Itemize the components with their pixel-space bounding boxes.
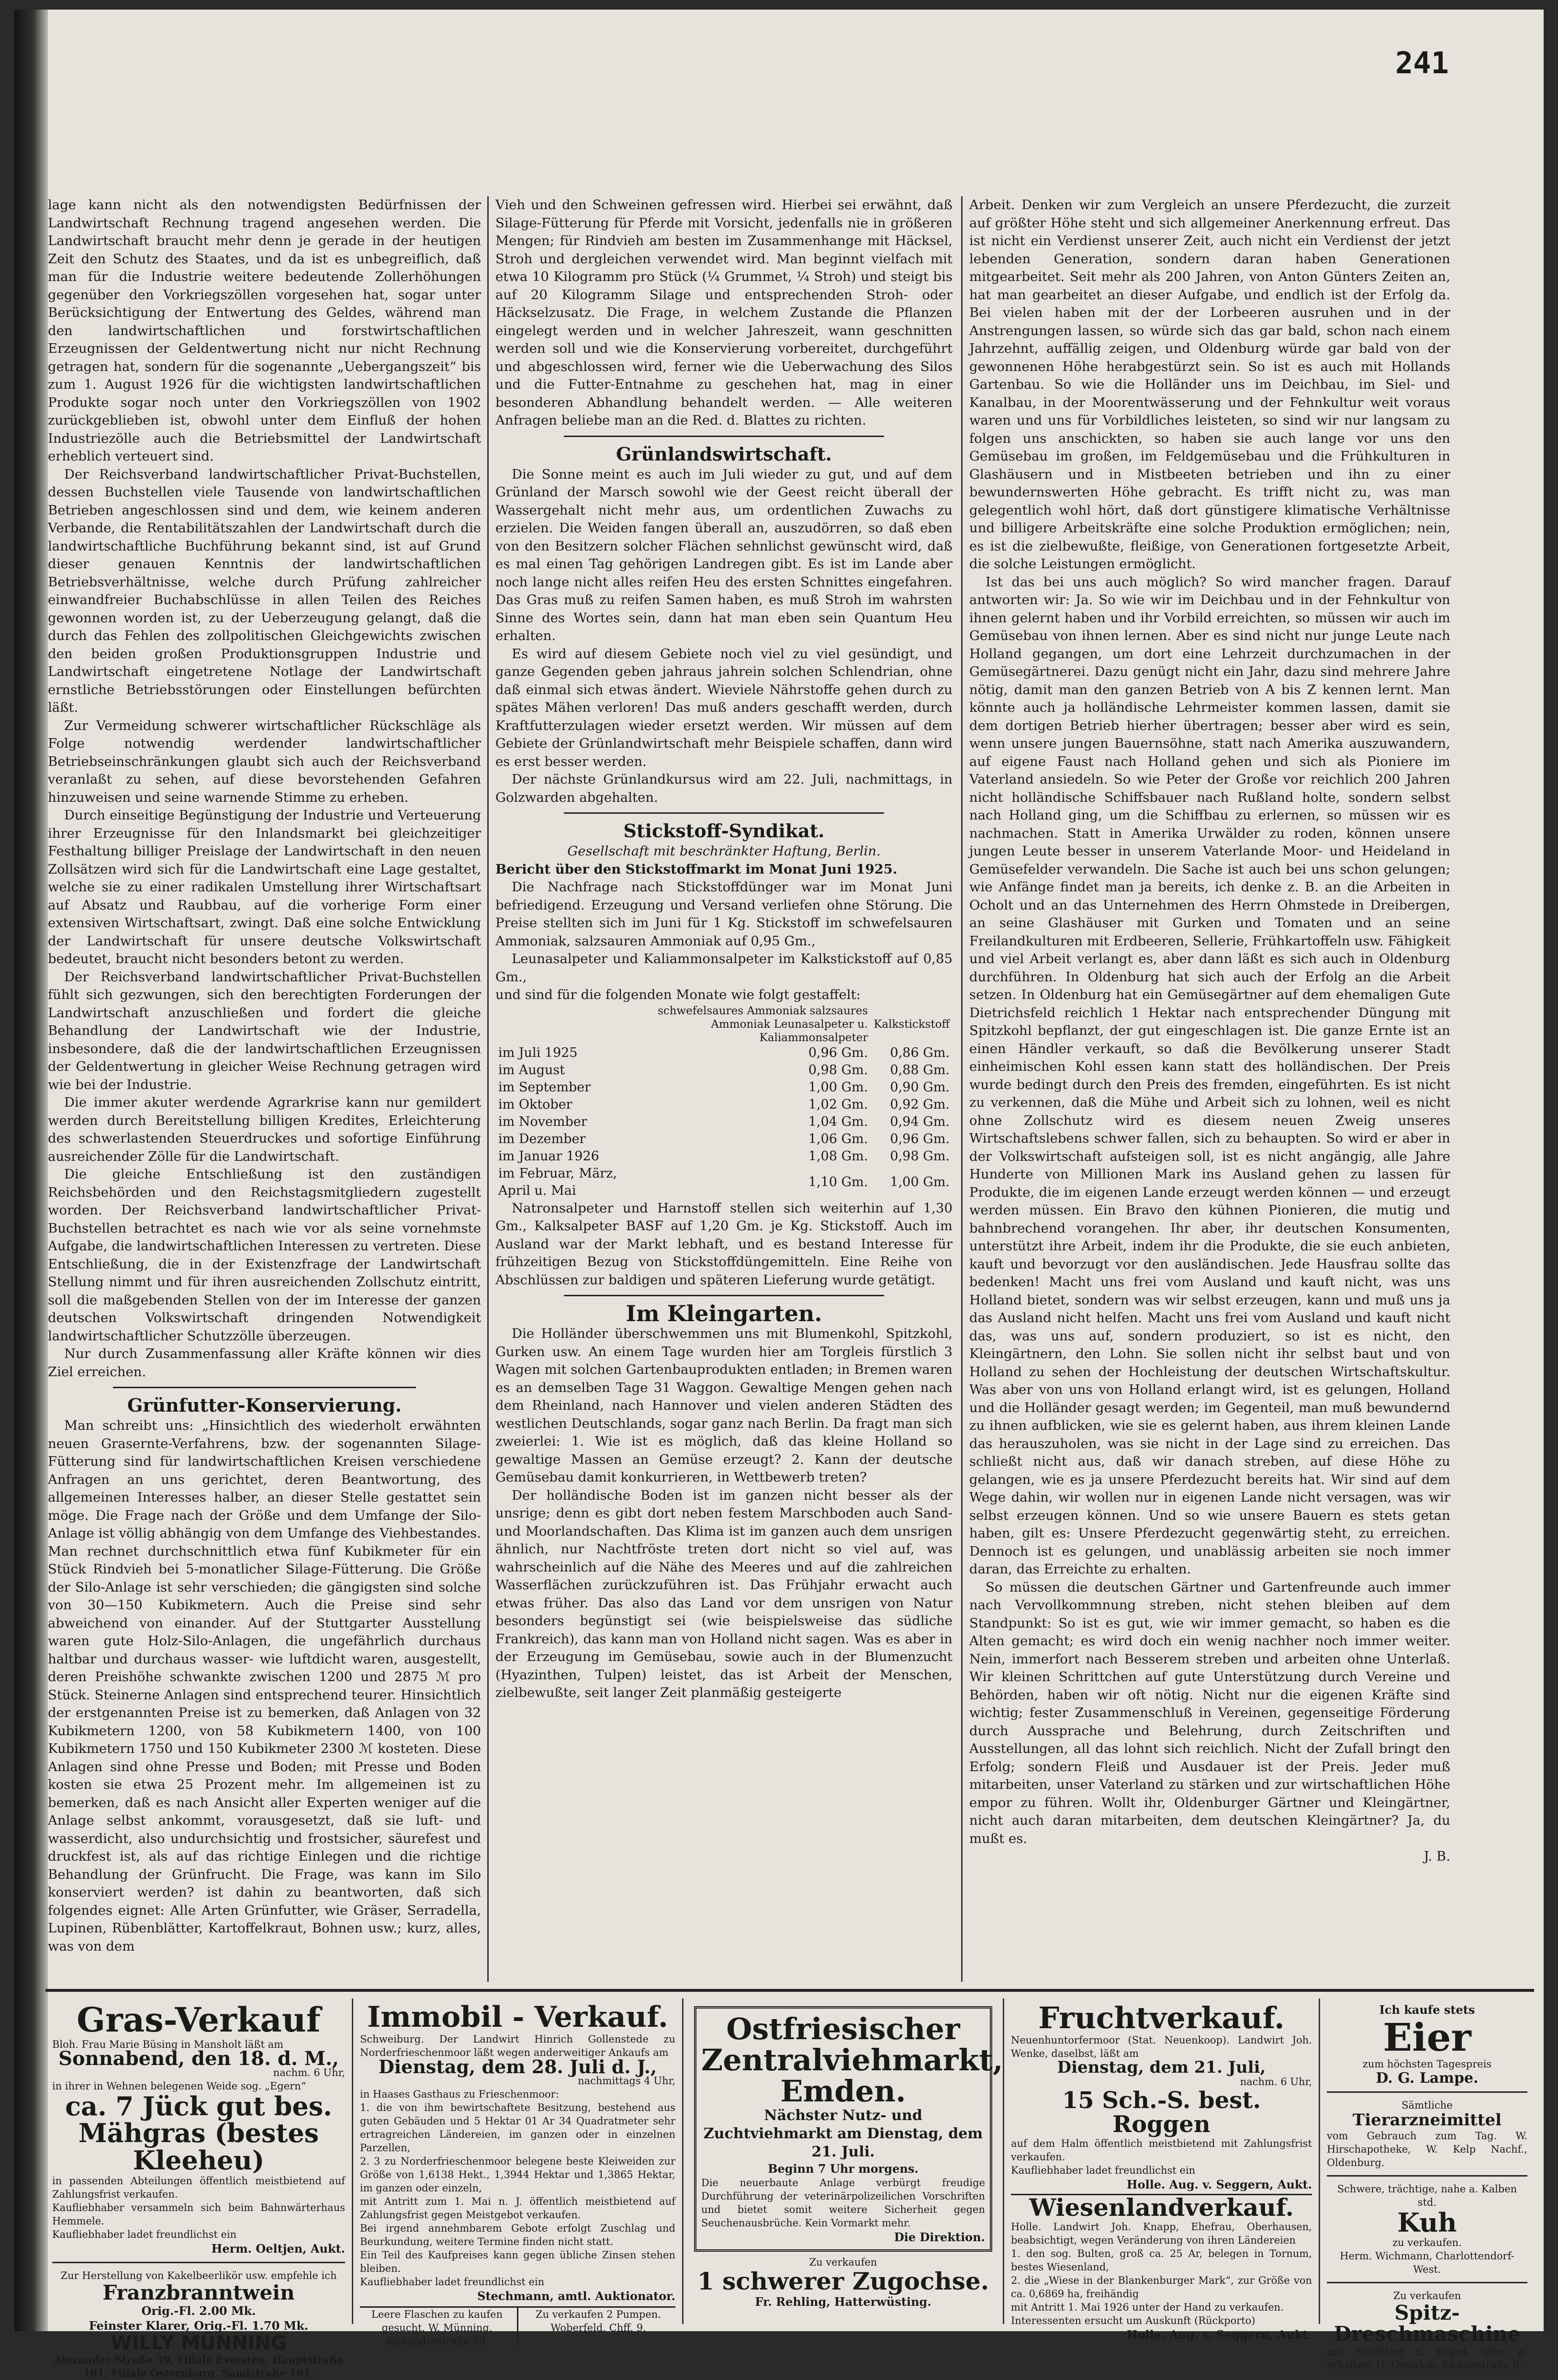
ad-rule — [1327, 2282, 1527, 2283]
table-cell: 1,08 Gm. — [808, 1148, 868, 1164]
ad-small-text: Leere Flaschen zu kaufen gesucht. W. Münning, Alexanderstraße 39. — [360, 2308, 518, 2348]
section-heading: Grünlandswirtschaft. — [616, 443, 832, 465]
ad-text: Orig.-Fl. 2.00 Mk. — [141, 2303, 256, 2318]
ad-highlight: Kuh — [1397, 2207, 1457, 2238]
table-cell: 1,00 Gm. — [890, 1174, 950, 1190]
paragraph: Der Reichsverband landwirtschaftlicher Privat-Buchstellen, dessen Buchstellen viele Tausende von landwirtschaftlichen Betrieben angeschlossen sind und dem, wie keinem anderen Verbande, die Rentabilitätszahlen der Landwirtschaft durch die landwirtschaftliche Buchführung bekannt sind, ist auf Grund dieser genauen Kenntnis der landwirtschaftlichen Betriebsverhältnisse, welche durch Prüfung zahlreicher einwandfreier Buchabschlüsse in allen Teilen des Reiches gewonnen worden ist, zu der Ueberzeugung gelangt, daß die durch das Fehlen des zollpolitischen Gleichgewichts zwischen den beiden großen Produktionsgruppen Industrie und Landwirtschaft eingetretene Notlage der Landwirtschaft ernstliche Betriebsstörungen oder Einstellungen befürchten läßt. — [48, 466, 481, 715]
table-cell: 1,06 Gm. — [808, 1131, 868, 1146]
ad-text: Herm. Wichmann, Charlottendorf-West. — [1340, 2250, 1514, 2276]
table-cell: 0,98 Gm. — [808, 1062, 868, 1078]
ad-text: Bei irgend annehmbarem Gebote erfolgt Zuschlag und Beurkundung, weitere Termine finden nicht statt. — [360, 2223, 675, 2247]
table-cell: 0,96 Gm. — [890, 1131, 950, 1146]
ad-rule — [52, 2262, 345, 2263]
ad-text: Kaufliebhaber ladet freundlichst ein — [52, 2228, 237, 2240]
subheading: Gesellschaft mit beschränkter Haftung, Berlin. — [567, 843, 881, 859]
ad-text: Kaufliebhaber ladet freundlichst ein — [360, 2276, 545, 2288]
ad-text: Sämtliche — [1401, 2099, 1453, 2111]
ad-text: Bloh. Frau Marie Büsing in Mansholt läßt am — [52, 2038, 284, 2050]
ad-list-item: 1. die von ihm bewirtschaftete Besitzung, bestehend aus guten Gebäuden und 5 Hektar 01 Ar 34 Quadratmeter sehr ertragreichen Ländereien, im ganzen oder in einzelnen Parzellen, — [360, 2102, 675, 2154]
paragraph: Zur Vermeidung schwerer wirtschaftlicher Rückschläge als Folge notwendig werdender landwirtschaftlicher Betriebseinschränkungen glaubt sich auch der Reichsverband veranlaßt zu sehen, auf diese bevorstehenden Gefahren hinzuweisen und seine warnende Stimme zu erheben. — [48, 718, 481, 805]
section-heading: Im Kleingarten. — [626, 1301, 822, 1326]
paragraph: Die Holländer überschwemmen uns mit Blumenkohl, Spitzkohl, Gurken usw. An einem Tage wurden hier am Torgleis fürstlich 3 Wagen mit solchen Gartenbauprodukten entladen; in Bremen waren es an demselben Tage 31 Waggon. Gewaltige Mengen gehen nach dem Rheinland, nach Hannover und vielen anderen Städten des westlichen Deutschlands, sogar ganz nach Berlin. Da fragt man sich zweierlei: 1. Wie ist es möglich, daß das kleine Holland so gewaltige Massen an Gemüse erzeugt? 2. Kann der deutsche Gemüsebau damit konkurrieren, in Wettbewerb treten? — [495, 1326, 953, 1485]
ad-gras-verkauf — [45, 1998, 352, 2379]
ad-column-small — [1319, 1998, 1534, 2371]
paragraph: Die Nachfrage nach Stickstoffdünger war im Monat Juni befriedigend. Erzeugung und Versand verliefen ohne Störung. Die Preise stellten sich im Juni für 1 Kg. Stickstoff im schwefelsauren Ammoniak, salzsauren Ammoniak auf 0,95 Gm., — [495, 879, 953, 949]
section-rule — [113, 1387, 416, 1388]
section-heading: Grünfutter-Konservierung. — [127, 1394, 402, 1416]
table-row — [495, 1113, 953, 1131]
table-header-cell: schwefelsaures Ammoniak salzsaures Ammoniak Leunasalpeter u. Kaliammonsalpeter — [658, 1004, 868, 1044]
table-cell: 1,10 Gm. — [808, 1174, 868, 1190]
paragraph: und sind für die folgenden Monate wie folgt gestaffelt: — [495, 987, 861, 1002]
ad-highlight: Tierarzneimittel — [1352, 2111, 1502, 2130]
ad-highlight: ca. 7 Jück gut bes. Mähgras (bestes Kleeheu) — [65, 2090, 332, 2176]
ad-title: Wiesenlandverkauf. — [1011, 2194, 1312, 2221]
ad-text: Ich kaufe stets — [1379, 2003, 1475, 2017]
ad-time: Beginn 7 Uhr morgens. — [768, 2162, 919, 2176]
table-cell: 0,92 Gm. — [890, 1097, 950, 1112]
paragraph: Es wird auf diesem Gebiete noch viel zu viel gesündigt, und ganze Gegenden geben jahraus jahrein solchen Schlendrian, ohne daß einmal sich etwas ändert. Wieviele Nährstoffe gehen durch zu spätes Mähen verloren! Das muß anders geschafft werden, durch Kraftfutterzulagen wieder ersetzt werden. Wir müssen auf dem Gebiete der Grünlandwirtschaft mehr Beispiele schaffen, dann wird es erst besser werden. — [495, 646, 953, 769]
paragraph: Der holländische Boden ist im ganzen nicht besser als der unsrige; denn es gibt dort neben festem Marschboden auch Sand- und Moorlandschaften. Das Klima ist im ganzen auch dem unsrigen ähnlich, nur Nachtfröste treten dort nicht so viel auf, was wahrscheinlich auf die Nähe des Meeres und auf die zahlreichen Wasserflächen zurückzuführen ist. Das Frühjahr erwacht auch etwas früher. Das also das Land vor dem unsrigen von Natur besonders begünstigt sei (wie beispielsweise das südliche Frankreich), das kann man von Holland nicht sagen. Was es aber in der Erzeugung im Gemüsebau, sowie auch in der Blumenzucht (Hyazinthen, Tulpen) leistet, das ist Arbeit der Menschen, zielbewußte, seit langer Zeit planmäßig gesteigerte — [495, 1487, 953, 1700]
ad-text: auf dem Halm öffentlich meistbietend mit Zahlungsfrist verkaufen. — [1011, 2137, 1312, 2163]
ad-small-row — [360, 2306, 675, 2348]
table-row — [495, 1148, 953, 1165]
ad-highlight: 15 Sch.-S. best. Roggen — [1062, 2087, 1261, 2138]
paragraph: Die immer akuter werdende Agrarkrise kann nur gemildert werden durch Bereitstellung billigen Kredites, Erleichterung des schwerlastenden Steuerdruckes und sofortige Einführung ausreichender Zölle für die Landwirtschaft. — [48, 1095, 481, 1164]
ad-text: Schweiburg. Der Landwirt Hinrich Gollenstede zu Norderfrieschenmoor läßt wegen anderweitiger Ankaufs am — [360, 2033, 675, 2058]
ad-list-item: 2. 3 zu Norderfrieschenmoor belegene beste Kleiweiden zur Größe von 1,6138 Hekt., 1,3944 Hektar und 1,3865 Hektar, im ganzen oder einzeln, — [360, 2155, 675, 2194]
ad-highlight: 1 schwerer Zugochse. — [697, 2267, 989, 2296]
table-cell: im Januar 1926 — [498, 1148, 599, 1164]
section-rule — [564, 812, 884, 814]
table-cell: 0,88 Gm. — [890, 1062, 950, 1078]
ad-text: Die neuerbaute Anlage verbürgt freudige Durchführung der veterinärpolizeilichen Vorschriften und bietet somit weitere Sicherheit gegen Seuchenausbrüche. Kein Vormarkt mehr. — [701, 2177, 985, 2229]
ad-signature: Stechmann, amtl. Auktionator. — [477, 2289, 675, 2303]
table-cell: 0,98 Gm. — [890, 1148, 950, 1164]
ad-text: in Haases Gasthaus zu Frieschenmoor: — [360, 2088, 559, 2100]
ad-signature: Die Direktion. — [894, 2230, 985, 2245]
paragraph: So müssen die deutschen Gärtner und Gartenfreunde auch immer nach Vervollkommnung streben, nicht stehen bleiben auf dem Standpunkt: So ist es gut, wie wir immer gemacht, so haben es die Alten gemacht; es wird doch ein wenig nachher noch immer weiter. Nein, immerfort nach Besserem streben und arbeiten ohne Unterlaß. Wir kleinen Schrittchen auf gute Unterstützung durch Vereine und Behörden, haben wir oft nötig. Nicht nur die eigenen Kräfte sind wichtig; fester Zusammenschluß in Vereinen, gegenseitige Förderung durch Aussprache und Belehrung, durch Zeitschriften und Ausstellungen, all das lohnt sich reichlich. Nicht der Zufall bringt den Erfolg; sondern Fleiß und Ausdauer ist der Preis. Jeder muß mitarbeiten, unser Vaterland zu stärken und zur wirtschaftlichen Höhe empor zu führen. Wollt ihr, Oldenburger Gärtner und Kleingärtner, nicht auch daran mitarbeiten, dem deutschen Kleingärtner? Ja, du mußt es. — [969, 1579, 1450, 1846]
ad-text: Ein Teil des Kaufpreises kann gegen übliche Zinsen stehen bleiben. — [360, 2249, 675, 2274]
ad-rule — [1327, 2091, 1527, 2093]
ad-text: Zur Herstellung von Kakelbeerlikör usw. empfehle ich — [60, 2269, 337, 2281]
scan-edge — [14, 10, 48, 2331]
ad-time: nachm. 6 Uhr, — [273, 2066, 345, 2078]
table-row — [495, 1096, 953, 1113]
table-header-cell: Kalkstickstoff — [874, 1018, 950, 1031]
ad-address: Alexander-Straße 39, Filiale Eversten, Hauptstraße 101, Filiale Osternburg, Sandstraße 101. — [54, 2353, 343, 2379]
ad-text: mit Antritt 1. Mai 1926 unter der Hand zu verkaufen. — [1011, 2301, 1284, 2313]
ad-title: Ostfriesischer Zentralviehmarkt, Emden. — [701, 2011, 1003, 2109]
table-cell: im Februar, März, April u. Mai — [498, 1166, 617, 1198]
advertisement-section — [45, 1991, 1534, 2379]
nitrogen-price-table — [495, 1004, 953, 1200]
table-header-cell — [495, 1004, 620, 1044]
ad-time: nachm. 6 Uhr, — [1240, 2076, 1312, 2088]
section-rule — [564, 1295, 884, 1296]
author-signature: J. B. — [1423, 1849, 1450, 1864]
table-header-row — [495, 1004, 953, 1044]
ad-text: Kaufliebhaber ladet freundlichst ein — [1011, 2164, 1196, 2176]
ad-small-text: Zu verkaufen 2 Pumpen. Woberfeld, Chff. 9. — [536, 2309, 661, 2334]
ad-date: Dienstag, dem 21. Juli, — [1057, 2058, 1266, 2077]
ad-text: vom Gebrauch zum Tag. W. Hirschapotheke, W. Kelp Nachf., Oldenburg. — [1327, 2130, 1527, 2168]
ad-title: Immobil - Verkauf. — [367, 2000, 668, 2034]
paragraph: Ist das bei uns auch möglich? So wird mancher fragen. Darauf antworten wir: Ja. So wie wir im Deichbau und in der Fehnkultur von ihnen gelernt haben und ihr Vorbild erreichten, so müssen wir auch im Gemüsebau von ihnen lernen. Aber es sind nicht nur junge Leute nach Holland gegangen, um dort eine Lehrzeit durchzumachen in der Gemüsegärtnerei. Dazu genügt nicht ein Jahr, dazu sind mehrere Jahre nötig, damit man den ganzen Betrieb von A bis Z kennen lernt. Man könnte auch ja holländische Lehrmeister kommen lassen, damit sie dem dortigen Betrieb hierher übertragen; besser aber wird es sein, wenn unsere jungen Bauernsöhne, statt nach Amerika auszuwandern, auf eigene Faust nach Holland gehen und sich als Pioniere im Vaterland ansiedeln. So wie Peter der Große vor reichlich 200 Jahren nicht holländische Schiffsbauer nach Rußland holte, sondern selbst nach Holland ging, um die Schiffbau zu erlernen, so müssen wir es nachmachen. Statt in Amerika Urwälder zu roden, können unsere jungen Leute besser in unserem Vaterlande Moor- und Heideland in Gemüsefelder verwandeln. Die Sache ist auch bei uns schon gelungen; wie Anfänge findet man ja bereits, ich denke z. B. an die Arbeiten in Ocholt und an das Unternehmen des Herrn Ohmstede in Dreibergen, an seine Glashäuser mit Gurken und Tomaten und an seine Freilandkulturen mit Erdbeeren, Sellerie, Frühkartoffeln usw. Fähigkeit und viel Arbeit verlangt es, aber dann läßt es sich auch in Oldenburg durchführen. In Oldenburg hat sich auch der Erfolg an die Arbeit setzen. In Oldenburg hat ein Gemüsegärtner auf dem ehemaligen Gute Dietrichsfeld reichlich 1 Hektar nach entsprechender Düngung mit Spitzkohl bepflanzt, der gut eingeschlagen ist. Die ganze Ernte ist an einen Händler verkauft, so daß die Bevölkerung unserer Stadt einheimischen Kohl essen kann statt des holländischen. Der Preis wurde bedingt durch den Preis des fremden, eingeführten. Es ist nicht zu verkennen, daß die Mühe und Arbeit sich zu lohnen, weil es nicht ohne Zollschutz wird es diesem neuen Zweig unseres Wirtschaftslebens schwer fallen, sich zu behaupten. So wird er aber in der Volkswirtschaft aufsteigen soll, ist es nicht angängig, alle Jahre Hunderte von Millionen Mark ins Ausland gehen zu lassen für Produkte, die im eigenen Lande erzeugt werden können — und erzeugt werden müssen. Ein Bravo den kühnen Pionieren, die mutig und bahnbrechend vorangehen. Ihr aber, ihr deutschen Konsumenten, unterstützt ihre Arbeit, indem ihr die Produkte, die sie euch anbieten, kauft und bevorzugt vor den ausländischen. Jede Hausfrau sollte das bedenken! Macht uns frei vom Ausland und kauft nicht, was uns Holland bietet, sondern was wir selbst erzeugen, kann und muß uns ja das Ausland nicht helfen. Macht uns frei vom Ausland und kauft nicht das, was uns auf, sondern produziert, so ist es nicht, den Kleingärtnern, den Lohn. Sie sollen nicht ihr selbst baut und von Holland zu sehen der Hochleistung der deutschen Wirtschaftskultur. Was aber von uns von Holland erlangt wird, ist es gelungen, Holland und die Holländer gesagt werden; im Gegenteil, man muß bewundernd zu ihnen aufblicken, wie sie es gelernt haben, aus ihrem kleinen Lande das herauszuholen, was sie nicht in der Lage sind zu erreichen. Das schließt nicht aus, daß wir danach streben, auf diese Höhe zu gelangen, wie es ja unsere Pferdezucht bereits hat. Wir sind auf dem Wege dahin, wir wollen nur in eigenen Lande nicht versagen, was wir selbst erzeugen können. Und so wie unsere Bauern es stets getan haben, gilt es: Unsere Pferdezucht gegenwärtig steht, zu erreichen. Dennoch ist es gelungen, und unablässig arbeiten sie noch immer daran, das Erreichte zu erhalten. — [969, 574, 1450, 1577]
section-rule — [564, 436, 884, 437]
ad-text: Neuenhuntorfermoor (Stat. Neuenkoop). Landwirt Joh. Wenke, daselbst, läßt am — [1011, 2034, 1312, 2060]
table-row — [495, 1131, 953, 1148]
ad-text: mit Schüttler u. Göpel, alles g. erhalten. H. Osterloh, Eichenstraße 9. — [1327, 2346, 1527, 2371]
ad-time: nachmittags 4 Uhr, — [578, 2075, 675, 2087]
ad-box — [694, 2006, 1003, 2252]
ad-date: Dienstag, dem 28. Juli d. J., — [378, 2056, 657, 2077]
ad-date: Sonnabend, den 18. d. M., — [58, 2047, 339, 2070]
paragraph: Arbeit. Denken wir zum Vergleich an unsere Pferdezucht, die zurzeit auf größter Höhe steht und sich allgemeiner Anerkennung erfreut. Das ist nicht ein Verdienst unserer Zeit, auch nicht ein Verdienst der jetzt lebenden Generation, sondern daran haben Generationen mitgearbeitet. Seit mehr als 200 Jahren, von Anton Günters Zeiten an, hat man gearbeitet an dieser Aufgabe, und endlich ist der Erfolg da. Bei vielen haben mit der der Lorbeeren ausruhen und in der Anstrengungen lassen, so würde sich das gar bald, schon nach einem Jahrzehnt, auffällig zeigen, und Oldenburg würde gar bald von der gewonnenen Höhe herabgestürzt sein. So ist es auch mit Hollands Gartenbau. So wie die Holländer uns im Deichbau, im Siel- und Kanalbau, in der Moorentwässerung und der Fehnkultur weit voraus waren und uns für Vorbildliches leisteten, so sind wir nur langsam zu folgen uns anschickten, so haben sie auch lange vor uns den Gemüsebau im großen, im Feldgemüsebau und die Frühkulturen in Glashäusern und in Mistbeeten betrieben und ihn zu einer bewundernswerten Höhe gebracht. Es trifft nicht zu, was man gelegentlich wohl hört, daß dort günstigere klimatische Verhältnisse und billigere Arbeitskräfte eine solche Produktion ermöglichen; nein, es ist die zielbewußte, fleißige, von Generationen fortgesetzte Arbeit, die solche Leistungen ermöglicht. — [969, 197, 1450, 572]
paragraph: Vieh und den Schweinen gefressen wird. Hierbei sei erwähnt, daß Silage-Fütterung für Pferde mit Vorsicht, jedenfalls nie in größeren Mengen; für Rindvieh am besten im Zusammenhange mit Häcksel, Stroh und dergleichen verwendet wird. Man beginnt vielfach mit etwa 10 Kilogramm pro Stück (¼ Grummet, ¼ Stroh) und steigt bis auf 20 Kilogramm Silage und entsprechenden Stroh- oder Häckselzusatz. Die Frage, in welchem Zustande die Pflanzen eingelegt werden und in welcher Jahreszeit, wann geschnitten werden soll und wie die Konservierung vorbereitet, durchgeführt und abgeschlossen wird, ferner wie die Ueberwachung des Silos und die Futter-Entnahme zu geschehen hat, mag in einer besonderen Abhandlung behandelt werden. — Alle weiteren Anfragen beliebe man an die Red. d. Blattes zu richten. — [495, 197, 953, 428]
ad-signature: Holle. Aug. v. Seggern, Aukt. — [1126, 2177, 1312, 2191]
ad-highlight: Franzbranntwein — [102, 2280, 295, 2304]
ad-title: Fruchtverkauf. — [1038, 2000, 1285, 2035]
paragraph: Natronsalpeter und Harnstoff stellen sich weiterhin auf 1,30 Gm., Kalksalpeter BASF auf 1,20 Gm. je Kg. Stickstoff. Auch im Ausland war der Markt lebhaft, und es bestand Interesse für frühzeitigen Bezug von Stickstoffdüngemitteln. Eine Reihe von Abschlüssen zur baldigen und späteren Lieferung wurde getätigt. — [495, 1200, 953, 1288]
table-row — [495, 1165, 953, 1200]
ad-text: in passenden Abteilungen öffentlich meistbietend auf Zahlungsfrist verkaufen. — [52, 2175, 345, 2200]
paragraph: Der Reichsverband landwirtschaftlicher Privat-Buchstellen fühlt sich gezwungen, sich den berechtigten Forderungen der Landwirtschaft anzuschließen und fordert die gleiche Behandlung der Landwirtschaft wie der Industrie, insbesondere, daß die der landwirtschaftlichen Erzeugnissen der Geldentwertung in gleicher Weise Rechnung getragen wird wie bei der Industrie. — [48, 969, 481, 1092]
table-row — [495, 1079, 953, 1096]
table-cell: 1,00 Gm. — [808, 1079, 868, 1095]
ad-text: zum höchsten Tagespreis — [1362, 2058, 1492, 2070]
ad-fruchtverkauf — [1003, 1998, 1319, 2342]
table-cell: im November — [498, 1114, 587, 1129]
table-cell: im August — [498, 1062, 565, 1078]
ad-text: Zu verkaufen — [809, 2257, 877, 2268]
ad-title: Gras-Verkauf — [77, 2000, 321, 2040]
ad-text: Feinster Klarer, Orig.-Fl. 1.70 Mk. — [89, 2318, 309, 2333]
paragraph: Man schreibt uns: „Hinsichtlich des wiederholt erwähnten neuen Grasernte-Verfahrens, bzw. der sogenannten Silage-Fütterung sind für landwirtschaftlichen Kreisen verschiedene Anfragen an uns gerichtet, deren Beantwortung, des allgemeinen Interesses halber, an dieser Stelle gestattet sein möge. Die Frage nach der Größe und dem Umfange der Silo-Anlage ist völlig abhängig von dem Umfange des Viehbestandes. Man rechnet durchschnittlich etwa fünf Kubikmeter für ein Stück Rindvieh bei 5-monatlicher Silage-Fütterung. Die Größe der Silo-Anlage ist sehr verschieden; die gängigsten sind solche von 30—150 Kubikmetern. Auch die Preise sind sehr abweichend von einander. Auf der Stuttgarter Ausstellung waren gute Holz-Silo-Anlagen, die ungefährlich durchaus haltbar und durchaus wasser- wie luftdicht waren, ausgestellt, deren Preishöhe schwankte zwischen 1200 und 2875 ℳ pro Stück. Steinerne Anlagen sind entsprechend teurer. Hinsichtlich der erstgenannten Preise ist zu bemerken, daß Anlagen von 32 Kubikmetern 1200, von 58 Kubikmetern 1400, von 100 Kubikmetern 1750 und 150 Kubikmeter 2300 ℳ kosteten. Diese Anlagen sind ohne Presse und Boden; mit Presse und Boden kosten sie etwa 25 Prozent mehr. Im allgemeinen ist zu bemerken, daß es nach Ansicht aller Experten weniger auf die Anlage selbst ankommt, vorausgesetzt, daß sie luft- und wasserdicht, also undurchsichtig und frostsicher, säurefest und druckfest ist, als auf das richtige Einlegen und die richtige Behandlung der Grünfrucht. Die Frage, was kann im Silo konserviert werden? ist dahin zu beantworten, daß sich folgendes eignet: Alle Arten Grünfutter, wie Gräser, Serradella, Lupinen, Rübenblätter, Kartoffelkraut, Bohnen usw.; kurz, alles, was von dem — [48, 1418, 481, 1954]
ad-company-name: WILLY MÜNNING — [111, 2332, 287, 2354]
table-cell: 1,02 Gm. — [808, 1097, 868, 1112]
table-cell: 0,94 Gm. — [890, 1114, 950, 1129]
column-3 — [969, 196, 1450, 1982]
column-1 — [48, 196, 481, 1982]
paragraph: Nur durch Zusammenfassung aller Kräfte können wir dies Ziel erreichen. — [48, 1346, 481, 1380]
ad-signature: Holle. Aug. v. Seggern, Aukt. — [1126, 2328, 1312, 2342]
ad-text: in ihrer in Wehnen belegenen Weide sog. „Egern“ — [52, 2080, 306, 2092]
newspaper-page — [14, 10, 1544, 2379]
table-cell: im Juli 1925 — [498, 1045, 578, 1060]
paragraph: Leunasalpeter und Kaliammonsalpeter im Kalkstickstoff auf 0,85 Gm., — [495, 951, 953, 985]
ad-highlight: Eier — [1383, 2015, 1471, 2060]
ad-immobil-verkauf — [352, 1998, 682, 2347]
ad-signature: Fr. Rehling, Hatterwüsting. — [755, 2294, 931, 2309]
paragraph: Durch einseitige Begünstigung der Industrie und Verteuerung ihrer Erzeugnisse für den Inlandsmarkt bei gleichzeitiger Festhaltung billiger Preislage der Landwirtschaft in den neuen Zollsätzen wird sich für die Landwirtschaft eine Lage gestaltet, welche sie zu einer radikalen Umstellung ihrer Wirtschaftsart auf Absatz und Raubbau, auf die vorherige Form einer extensiven Wirtschaftsart, zwingt. Daß eine solche Entwicklung der Landwirtschaft für unsere deutsche Volkswirtschaft bedeutet, braucht nicht besonders betont zu werden. — [48, 808, 481, 966]
ad-signature: Herm. Oeltjen, Aukt. — [211, 2241, 345, 2256]
ad-rule — [1327, 2175, 1527, 2177]
ad-zentralviehmarkt — [682, 1998, 1003, 2324]
paragraph: Die Sonne meint es auch im Juli wieder zu gut, und auf dem Grünland der Marsch sowohl wie der Geest reicht überall der Wassergehalt nicht mehr aus, um ordentlichen Zuwachs zu erzielen. Die Weiden fangen überall an, auszudörren, so daß eben von den Besitzern solcher Flächen sehnlichst gewünscht wird, daß es mal einen Tag gehörigen Landregen gibt. Es ist im Lande aber noch lange nicht alles reifen Heu des ersten Schnittes eingefahren. Das Gras muß zu reifen Samen haben, es muß Stroh im wahrsten Sinne des Wortes sein, dann hat man eben sein Quantum Heu erhalten. — [495, 466, 953, 643]
table-cell: 1,04 Gm. — [808, 1114, 868, 1129]
table-cell: im Dezember — [498, 1131, 586, 1146]
ad-text: Kaufliebhaber versammeln sich beim Bahnwärterhaus Hemmele. — [52, 2201, 345, 2227]
ad-text: Holle. Landwirt Joh. Knapp, Ehefrau, Oberhausen, beabsichtigt, wegen Veränderung von ihren Ländereien — [1011, 2221, 1312, 2246]
table-row — [495, 1044, 953, 1062]
ad-subtitle: Nächster Nutz- und Zuchtviehmarkt am Dienstag, dem 21. Juli. — [703, 2107, 983, 2161]
paragraph: lage kann nicht als den notwendigsten Bedürfnissen der Landwirtschaft Rechnung tragend angesehen werden. Die Landwirtschaft braucht mehr denn je gerade in der heutigen Zeit den Schutz des Staates, und da ist es unbegreiflich, daß man für die Industrie weitere bedeutende Zollerhöhungen gegenüber den Vorkriegszöllen vorgesehen hat, sogar unter Berücksichtigung der Entwertung des Geldes, während man den landwirtschaftlichen und forstwirtschaftlichen Erzeugnissen der Geldentwertung nicht nur nicht Rechnung getragen hat, sondern für die sogenannte „Uebergangszeit“ bis zum 1. August 1926 für die wichtigsten landwirtschaftlichen Produkte sogar noch unter den Vorkriegszöllen von 1902 zurückgeblieben ist, obwohl unter dem Einfluß der hohen Industriezölle auch die Betriebsmittel der Landwirtschaft erheblich verteuert sind. — [48, 197, 481, 464]
ad-text: mit Antritt zum 1. Mai n. J. öffentlich meistbietend auf Zahlungsfrist gegen Meistgebot verkaufen. — [360, 2196, 675, 2221]
table-cell: 0,86 Gm. — [890, 1045, 950, 1060]
ad-text: Zu verkaufen — [1393, 2290, 1461, 2302]
ad-highlight: Spitz-Dreschmaschine — [1334, 2301, 1521, 2346]
table-cell: 0,96 Gm. — [808, 1045, 868, 1060]
paragraph: Bericht über den Stickstoffmarkt im Monat Juni 1925. — [495, 861, 897, 877]
column-divider — [487, 196, 489, 1982]
paragraph: Die gleiche Entschließung ist den zuständigen Reichsbehörden und den Reichstagsmitgliedern zugestellt worden. Der Reichsverband landwirtschaftlicher Privat-Buchstellen betrachtet es nach wie vor als seine vornehmste Aufgabe, die landwirtschaftlichen Interessen zu vertreten. Diese Entschließung, die in der Existenzfrage der Landwirtschaft Stellung nimmt und für ihren ausreichenden Zollschutz eintritt, soll die maßgebenden Stellen von der im Interesse der ganzen deutschen Volkswirtschaft dringenden Notwendigkeit landwirtschaftlicher Schutzzölle überzeugen. — [48, 1167, 481, 1344]
table-row — [495, 1062, 953, 1079]
page-number: 241 — [1395, 45, 1449, 80]
section-heading: Stickstoff-Syndikat. — [623, 820, 825, 842]
column-divider — [961, 196, 963, 1982]
paragraph: Der nächste Grünlandkursus wird am 22. Juli, nachmittags, in Golzwarden abgehalten. — [495, 772, 953, 805]
ad-text: zu verkaufen. — [1392, 2237, 1462, 2249]
ad-text: Schwere, trächtige, nahe a. Kalben std. — [1337, 2183, 1517, 2208]
ad-list-item: 1. den sog. Bulten, groß ca. 25 Ar, belegen in Tornum, bestes Wiesenland, — [1011, 2248, 1312, 2273]
table-cell: im Oktober — [498, 1097, 572, 1112]
ad-text: Interessenten ersucht um Auskunft (Rückporto) — [1011, 2315, 1255, 2327]
ad-list-item: 2. die „Wiese in der Blankenburger Mark“, zur Größe von ca. 0,6869 ha, freihändig — [1011, 2275, 1312, 2300]
table-cell: 0,90 Gm. — [890, 1079, 950, 1095]
table-cell: im September — [498, 1079, 591, 1095]
column-2 — [495, 196, 953, 1982]
ad-company-name: D. G. Lampe. — [1376, 2070, 1479, 2087]
